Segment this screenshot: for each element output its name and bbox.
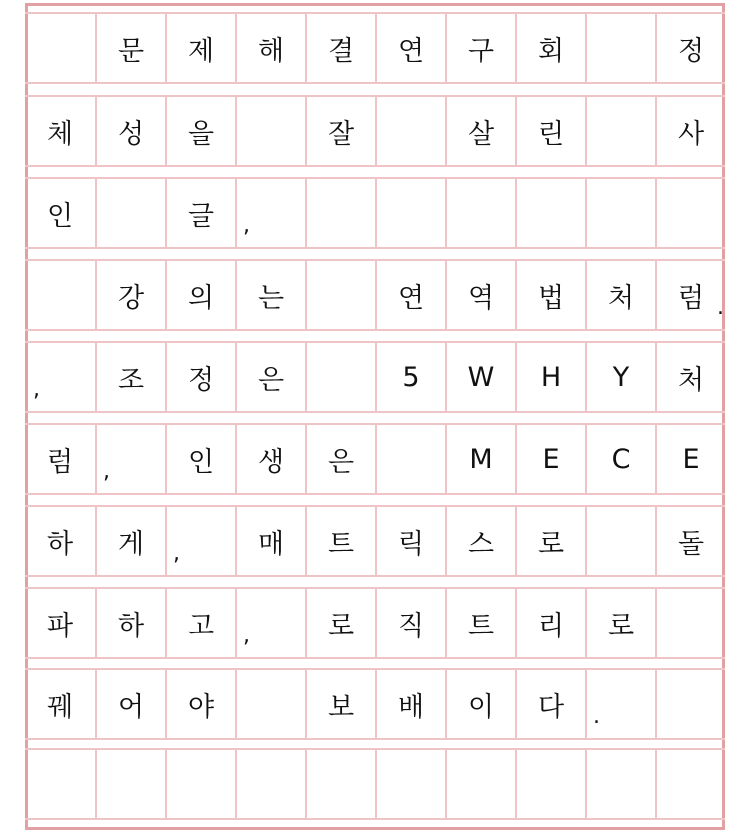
grid-cell: 의 bbox=[165, 259, 235, 331]
punctuation-mark: . bbox=[593, 704, 600, 729]
grid-cell bbox=[235, 748, 305, 820]
grid-cell bbox=[445, 177, 515, 249]
grid-cell: 생 bbox=[235, 423, 305, 495]
grid-cell: 어 bbox=[95, 668, 165, 740]
grid-cell bbox=[585, 95, 655, 167]
grid-cell bbox=[95, 748, 165, 820]
grid-cell bbox=[305, 748, 375, 820]
grid-cell: 고 bbox=[165, 587, 235, 659]
grid-cell: Y bbox=[585, 341, 655, 413]
grid-cell: 글 bbox=[165, 177, 235, 249]
grid-cell: 로 bbox=[585, 587, 655, 659]
punctuation-mark: , bbox=[103, 459, 110, 484]
grid-cell: 린 bbox=[515, 95, 585, 167]
grid-cell bbox=[655, 668, 725, 740]
grid-cell bbox=[515, 748, 585, 820]
grid-row bbox=[25, 748, 725, 820]
grid-cell bbox=[655, 177, 725, 249]
grid-cell bbox=[585, 505, 655, 577]
grid-cell: 돌 bbox=[655, 505, 725, 577]
grid-cell: 로 bbox=[515, 505, 585, 577]
grid-cell: 로 bbox=[305, 587, 375, 659]
grid-cell: 처 bbox=[585, 259, 655, 331]
grid-cell: 구 bbox=[445, 12, 515, 84]
grid-cell: 트 bbox=[445, 587, 515, 659]
grid-cell: 결 bbox=[305, 12, 375, 84]
grid-cell bbox=[585, 748, 655, 820]
grid-cell bbox=[375, 177, 445, 249]
grid-row bbox=[25, 259, 725, 331]
grid-cell: 야 bbox=[165, 668, 235, 740]
grid-cell: 이 bbox=[445, 668, 515, 740]
grid-cell: 은 bbox=[235, 341, 305, 413]
punctuation-mark: , bbox=[243, 213, 250, 238]
grid-cell: 매 bbox=[235, 505, 305, 577]
grid-cell bbox=[305, 341, 375, 413]
grid-cell: 연 bbox=[375, 12, 445, 84]
grid-cell: 스 bbox=[445, 505, 515, 577]
grid-cell: 성 bbox=[95, 95, 165, 167]
grid-cell: C bbox=[585, 423, 655, 495]
grid-cell: 은 bbox=[305, 423, 375, 495]
grid-cell: 5 bbox=[375, 341, 445, 413]
grid-row bbox=[25, 12, 725, 84]
grid-cell: 처 bbox=[655, 341, 725, 413]
grid-row bbox=[25, 423, 725, 495]
grid-cell: E bbox=[515, 423, 585, 495]
grid-cell: 정 bbox=[655, 12, 725, 84]
grid-cell: 하 bbox=[95, 587, 165, 659]
grid-cell bbox=[305, 177, 375, 249]
grid-cell: 트 bbox=[305, 505, 375, 577]
grid-cell: 해 bbox=[235, 12, 305, 84]
grid-cell bbox=[585, 177, 655, 249]
grid-cell bbox=[305, 259, 375, 331]
grid-cell: 회 bbox=[515, 12, 585, 84]
grid-cell bbox=[25, 748, 95, 820]
grid-cell bbox=[25, 12, 95, 84]
grid-cell: 잘 bbox=[305, 95, 375, 167]
grid-cell: 럼 bbox=[655, 259, 725, 331]
grid-cell bbox=[515, 177, 585, 249]
grid-cell: 럼 bbox=[46, 446, 74, 478]
grid-cell: 조 bbox=[95, 341, 165, 413]
grid-cell bbox=[375, 423, 445, 495]
grid-cell: 릭 bbox=[375, 505, 445, 577]
grid-cell: 정 bbox=[165, 341, 235, 413]
grid-cell bbox=[445, 748, 515, 820]
grid-cell: 리 bbox=[515, 587, 585, 659]
grid-cell: 게 bbox=[95, 505, 165, 577]
grid-cell: 인 bbox=[165, 423, 235, 495]
grid-row bbox=[25, 341, 725, 413]
grid-cell: 인 bbox=[46, 200, 74, 232]
punctuation-mark: , bbox=[243, 623, 250, 648]
grid-cell: M bbox=[445, 423, 515, 495]
grid-cell bbox=[25, 259, 95, 331]
grid-cell: 연 bbox=[375, 259, 445, 331]
grid-row bbox=[25, 587, 725, 659]
grid-cell: 법 bbox=[515, 259, 585, 331]
grid-cell bbox=[375, 748, 445, 820]
grid-cell: 보 bbox=[305, 668, 375, 740]
grid-cell: W bbox=[445, 341, 515, 413]
grid-cell: H bbox=[515, 341, 585, 413]
grid-cell bbox=[95, 177, 165, 249]
grid-cell bbox=[585, 12, 655, 84]
grid-cell: 꿰 bbox=[46, 691, 74, 723]
grid-cell: 파 bbox=[46, 610, 74, 642]
grid-cell: 직 bbox=[375, 587, 445, 659]
grid-cell bbox=[165, 748, 235, 820]
grid-cell: 다 bbox=[515, 668, 585, 740]
grid-row bbox=[25, 668, 725, 740]
grid-cell: 사 bbox=[655, 95, 725, 167]
grid-cell: 역 bbox=[445, 259, 515, 331]
punctuation-mark: , bbox=[173, 541, 180, 566]
grid-cell: 살 bbox=[445, 95, 515, 167]
grid-cell: 는 bbox=[235, 259, 305, 331]
punctuation-mark: , bbox=[33, 377, 40, 402]
grid-row bbox=[25, 95, 725, 167]
grid-cell: 을 bbox=[165, 95, 235, 167]
grid-cell bbox=[235, 95, 305, 167]
punctuation-mark: . bbox=[717, 295, 724, 320]
grid-cell: 배 bbox=[375, 668, 445, 740]
grid-cell: 문 bbox=[95, 12, 165, 84]
grid-cell bbox=[655, 587, 725, 659]
grid-cell bbox=[655, 748, 725, 820]
grid-cell bbox=[235, 668, 305, 740]
grid-cell: E bbox=[655, 423, 725, 495]
grid-cell: 제 bbox=[165, 12, 235, 84]
grid-cell bbox=[375, 95, 445, 167]
grid-cell: 체 bbox=[46, 118, 74, 150]
grid-row bbox=[25, 505, 725, 577]
grid-row bbox=[25, 177, 725, 249]
grid-cell: 하 bbox=[46, 528, 74, 560]
grid-cell: 강 bbox=[95, 259, 165, 331]
